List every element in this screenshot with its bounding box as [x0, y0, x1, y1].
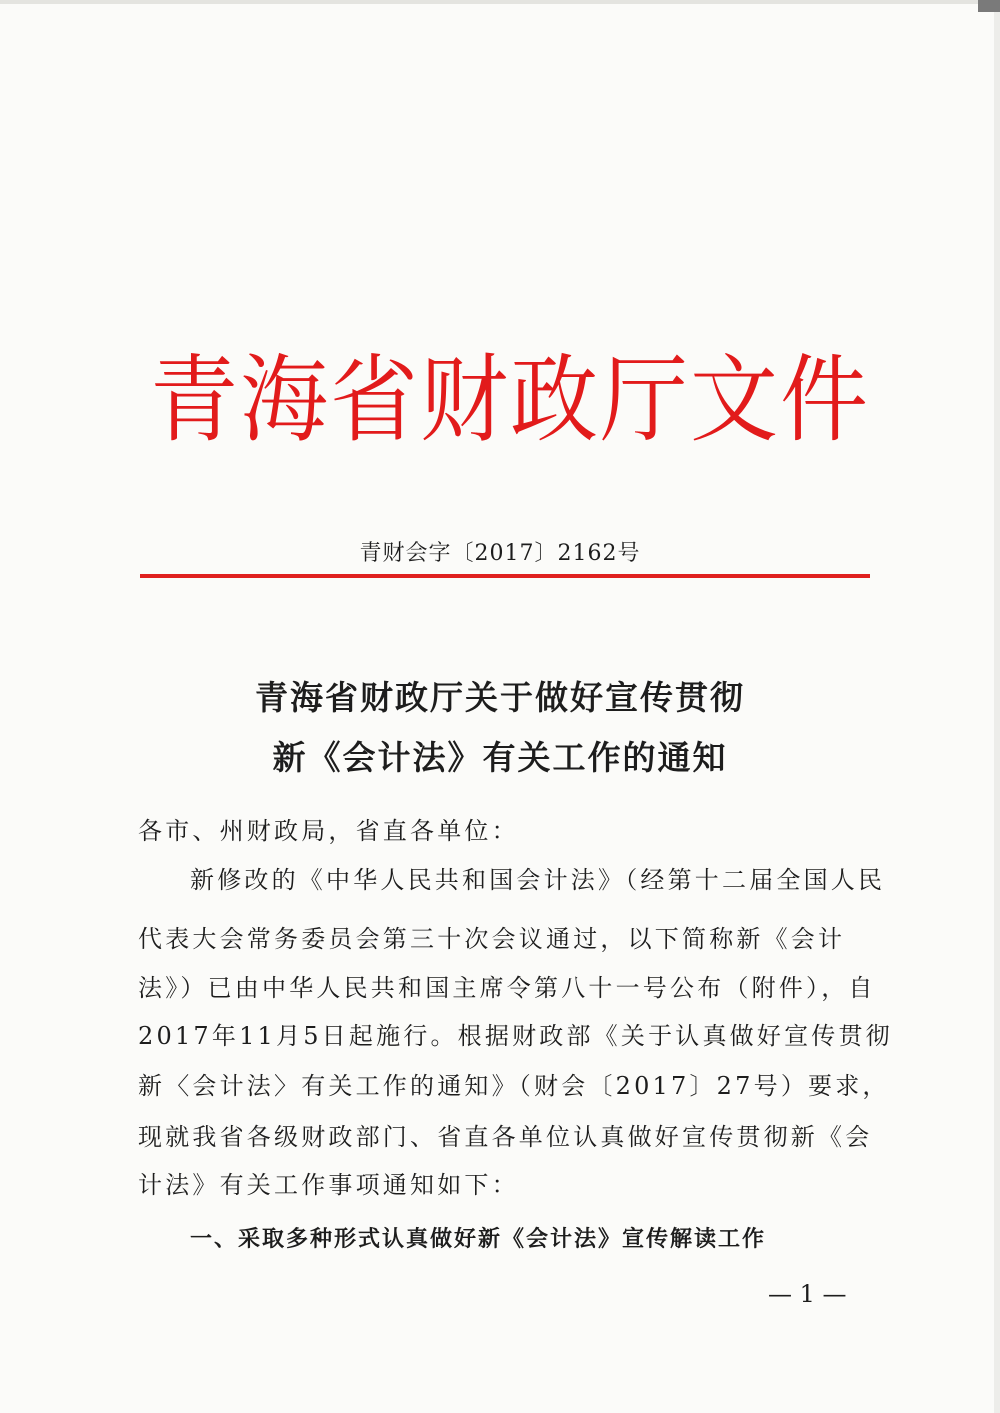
- paragraph-line: 代表大会常务委员会第三十次会议通过，以下简称新《会计: [138, 925, 846, 953]
- paragraph-line: 法》）已由中华人民共和国主席令第八十一号公布（附件），自: [138, 974, 876, 1002]
- paragraph-line: 新〈会计法〉有关工作的通知》（财会〔2017〕27号）要求，: [138, 1072, 890, 1100]
- document-number: 青财会字〔2017〕2162号: [359, 541, 641, 566]
- scan-corner-mark: [978, 0, 1000, 12]
- paragraph-line: 计法》有关工作事项通知如下：: [138, 1171, 519, 1199]
- notice-title-line-2: 新《会计法》有关工作的通知: [272, 738, 728, 777]
- scan-edge-top: [0, 0, 1000, 4]
- notice-title-line-1: 青海省财政厅关于做好宣传贯彻: [255, 678, 745, 717]
- paragraph-line: 现就我省各级财政部门、省直各单位认真做好宣传贯彻新《会: [138, 1123, 873, 1151]
- page-number: — 1 —: [768, 1280, 847, 1308]
- paragraph-line: 新修改的《中华人民共和国会计法》（经第十二届全国人民: [190, 866, 886, 894]
- document-header-title: 青海省财政厅文件: [150, 343, 871, 456]
- red-divider-line: [140, 574, 870, 578]
- paragraph-line: 2017年11月5日起施行。根据财政部《关于认真做好宣传贯彻: [138, 1022, 893, 1050]
- salutation: 各市、州财政局，省直各单位：: [138, 817, 519, 845]
- section-heading: 一、采取多种形式认真做好新《会计法》宣传解读工作: [190, 1227, 767, 1252]
